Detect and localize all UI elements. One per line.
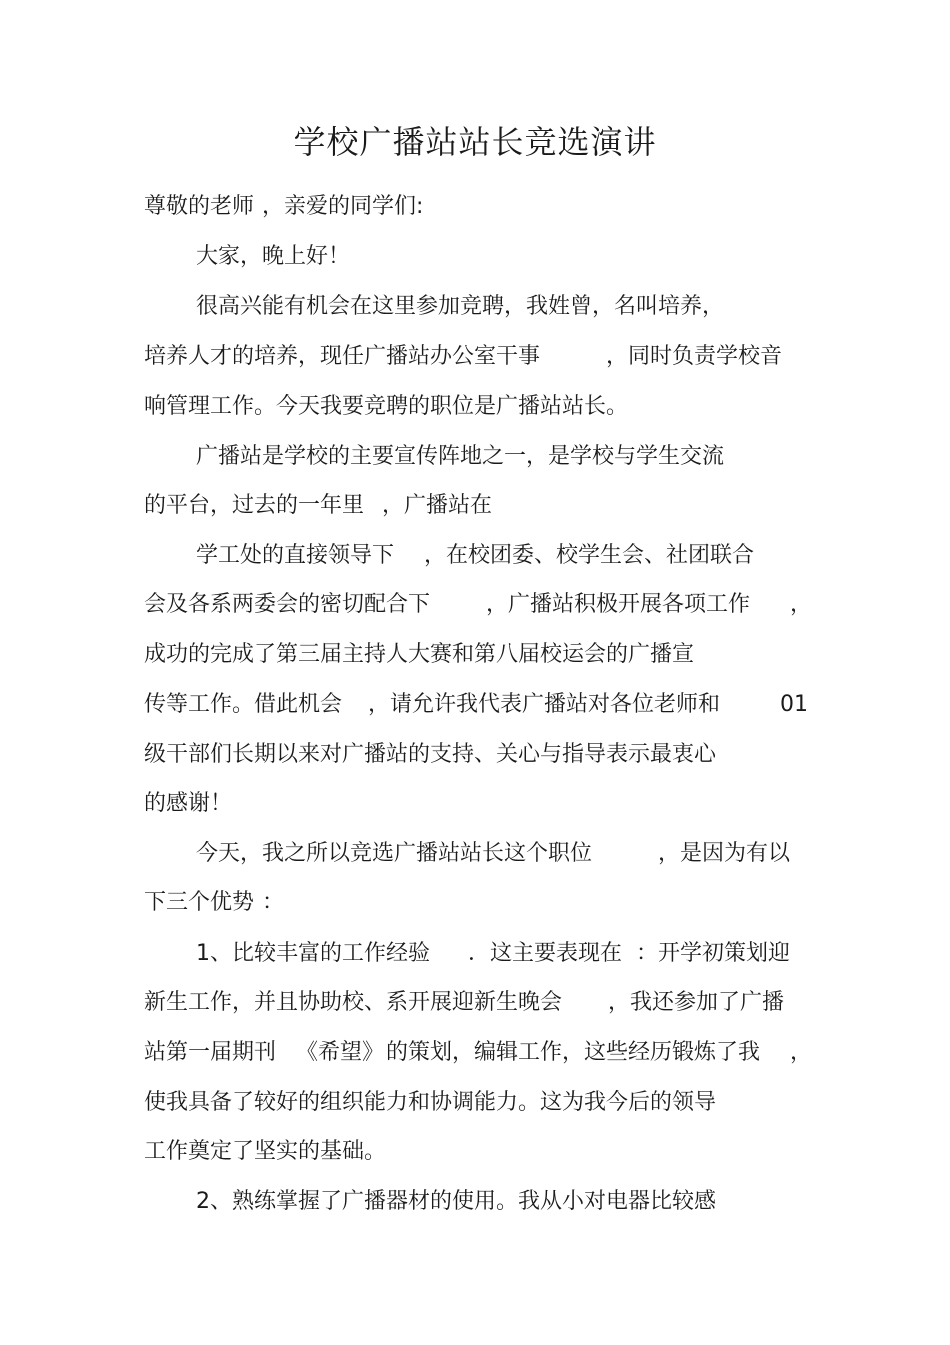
text-segment: ，请允许我代表广播站对各位老师和	[368, 692, 721, 717]
text-segment: 下三个优势	[144, 890, 255, 915]
text-segment: 站第一届期刊	[144, 1040, 277, 1065]
text-segment: 传等工作。借此机会	[144, 692, 343, 717]
text-segment: 01	[780, 692, 808, 717]
text-segment: 学工处的直接领导下	[196, 543, 395, 568]
text-segment: ，	[790, 1040, 813, 1065]
text-segment: ，	[790, 592, 813, 617]
text-segment: 会及各系两委会的密切配合下	[144, 592, 431, 617]
text-segment: 响管理工作。今天我要竞聘的职位是广播站站长。	[144, 394, 629, 419]
text-segment: 《希望》	[296, 1040, 385, 1065]
text-segment: ．这主要表现在	[468, 941, 623, 966]
text-segment: ：	[262, 890, 285, 915]
text-segment: 工作奠定了坚实的基础。	[144, 1139, 387, 1164]
text-segment: ，广播站在	[382, 493, 493, 518]
text-segment: 2、熟练掌握了广播器材的使用。我从小对电器比较感	[196, 1189, 716, 1214]
text-segment: 成功的完成了第三届主持人大赛和第八届校运会的广播宣	[144, 642, 695, 667]
text-segment: 的感谢！	[144, 791, 233, 816]
text-segment: 的平台，过去的一年里	[144, 493, 365, 518]
text-segment: 广播站是学校的主要宣传阵地之一，是学校与学生交流	[196, 444, 725, 469]
text-segment: 1、比较丰富的工作经验	[196, 941, 430, 966]
text-segment: ，同时负责学校音	[606, 344, 783, 369]
text-segment: ，我还参加了广播	[608, 990, 785, 1015]
text-segment: ，亲爱的同学们:	[262, 194, 424, 219]
text-segment: ：开学初策划迎	[636, 941, 791, 966]
text-segment: 培养人才的培养，现任广播站办公室干事	[144, 344, 541, 369]
text-segment: 大家，晚上好！	[196, 244, 351, 269]
text-segment: ，是因为有以	[658, 841, 791, 866]
text-segment: 尊敬的老师	[144, 194, 255, 219]
text-segment: 新生工作，并且协助校、系开展迎新生晚会	[144, 990, 563, 1015]
text-segment: 的策划，编辑工作，这些经历锻炼了我	[386, 1040, 761, 1065]
text-segment: 今天，我之所以竞选广播站站长这个职位	[196, 841, 593, 866]
text-segment: 级干部们长期以来对广播站的支持、关心与指导表示最衷心	[144, 742, 717, 767]
text-segment: ，在校团委、校学生会、社团联合	[424, 543, 755, 568]
document-title: 学校广播站站长竞选演讲	[293, 123, 657, 161]
text-segment: 很高兴能有机会在这里参加竞聘，我姓曾，名叫培养，	[196, 294, 725, 319]
text-segment: 使我具备了较好的组织能力和协调能力。这为我今后的领导	[144, 1090, 717, 1115]
text-segment: ，广播站积极开展各项工作	[486, 592, 751, 617]
